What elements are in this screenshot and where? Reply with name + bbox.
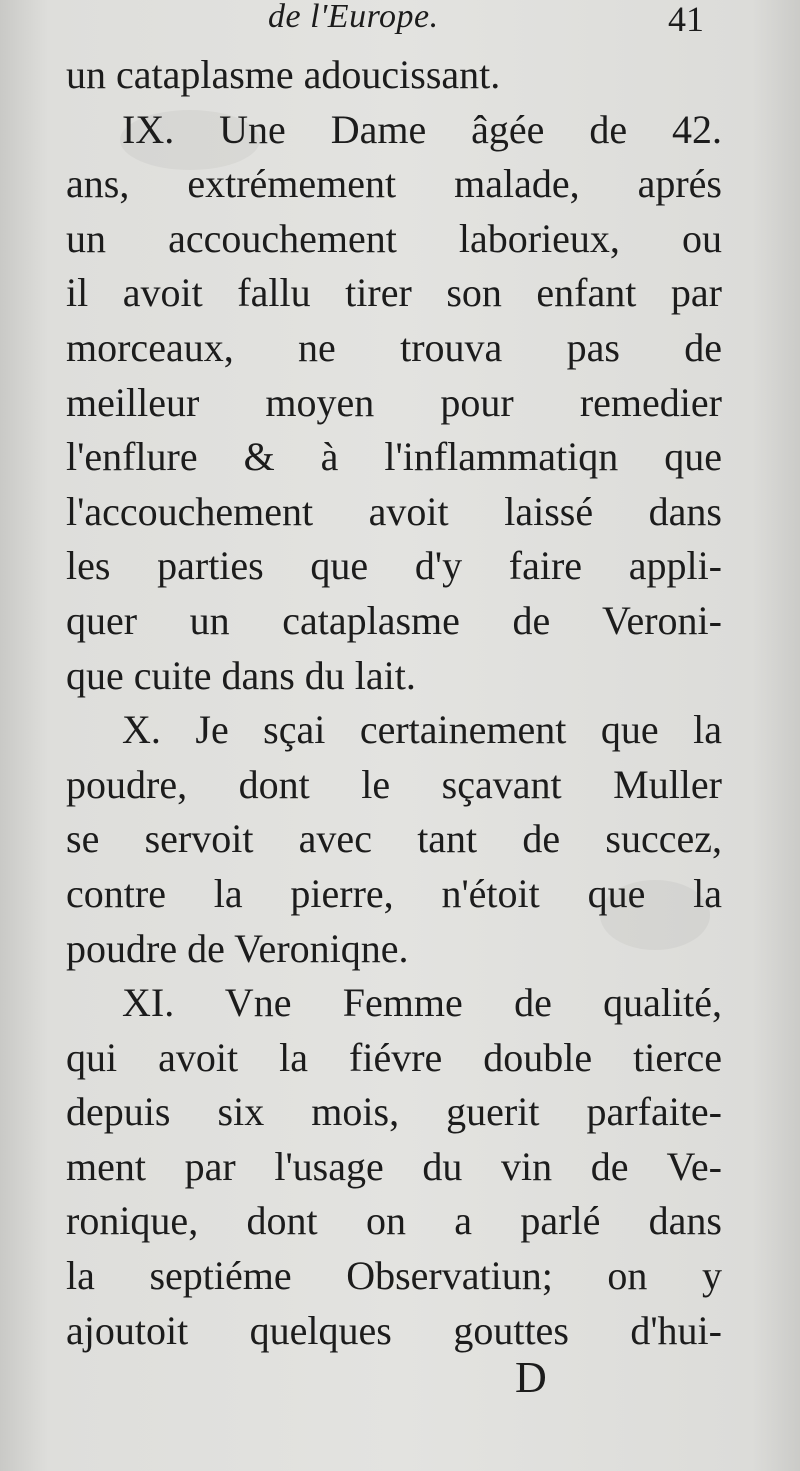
text-line: XI. Vne Femme de qualité,: [122, 980, 722, 1026]
signature-mark: D: [515, 1353, 547, 1402]
text-line: se servoit avec tant de succez,: [66, 816, 722, 862]
text-line: un cataplasme adoucissant.: [66, 52, 501, 97]
text-line: ans, extrémement malade, aprés: [66, 161, 722, 207]
text-line: les parties que d'y faire appli-: [66, 543, 722, 589]
page-number: 41: [668, 0, 704, 39]
body-text: [66, 48, 722, 1358]
text-line: X. Je sçai certainement que la: [122, 707, 722, 753]
text-line: poudre de Veroniqne.: [66, 925, 409, 971]
text-line: quer un cataplasme de Veroni-: [66, 597, 722, 643]
text-line: il avoit fallu tirer son enfant par: [66, 270, 722, 316]
text-line: ronique, dont on a parlé dans: [66, 1198, 722, 1244]
text-line: l'accouchement avoit laissé dans: [66, 488, 722, 534]
text-line: la septiéme Observatiun; on y: [66, 1253, 722, 1299]
page-header: [0, 0, 800, 44]
text-line: morceaux, ne trouva pas de: [66, 324, 722, 370]
text-line: depuis six mois, guerit parfaite-: [66, 1089, 722, 1135]
text-line: ajoutoit quelques gouttes d'hui-: [66, 1307, 722, 1353]
running-head: de l'Europe.: [268, 0, 439, 35]
text-line: contre la pierre, n'étoit que la: [66, 870, 722, 916]
text-line: que cuite dans du lait.: [66, 652, 416, 698]
text-line: IX. Une Dame âgée de 42.: [122, 106, 722, 152]
text-line: un accouchement laborieux, ou: [66, 215, 722, 261]
text-line: meilleur moyen pour remedier: [66, 379, 722, 425]
text-line: qui avoit la fiévre double tierce: [66, 1034, 722, 1080]
text-line: l'enflure & à l'inflammatiqn que: [66, 434, 722, 480]
text-line: ment par l'usage du vin de Ve-: [66, 1143, 722, 1189]
text-line: poudre, dont le sçavant Muller: [66, 761, 722, 807]
